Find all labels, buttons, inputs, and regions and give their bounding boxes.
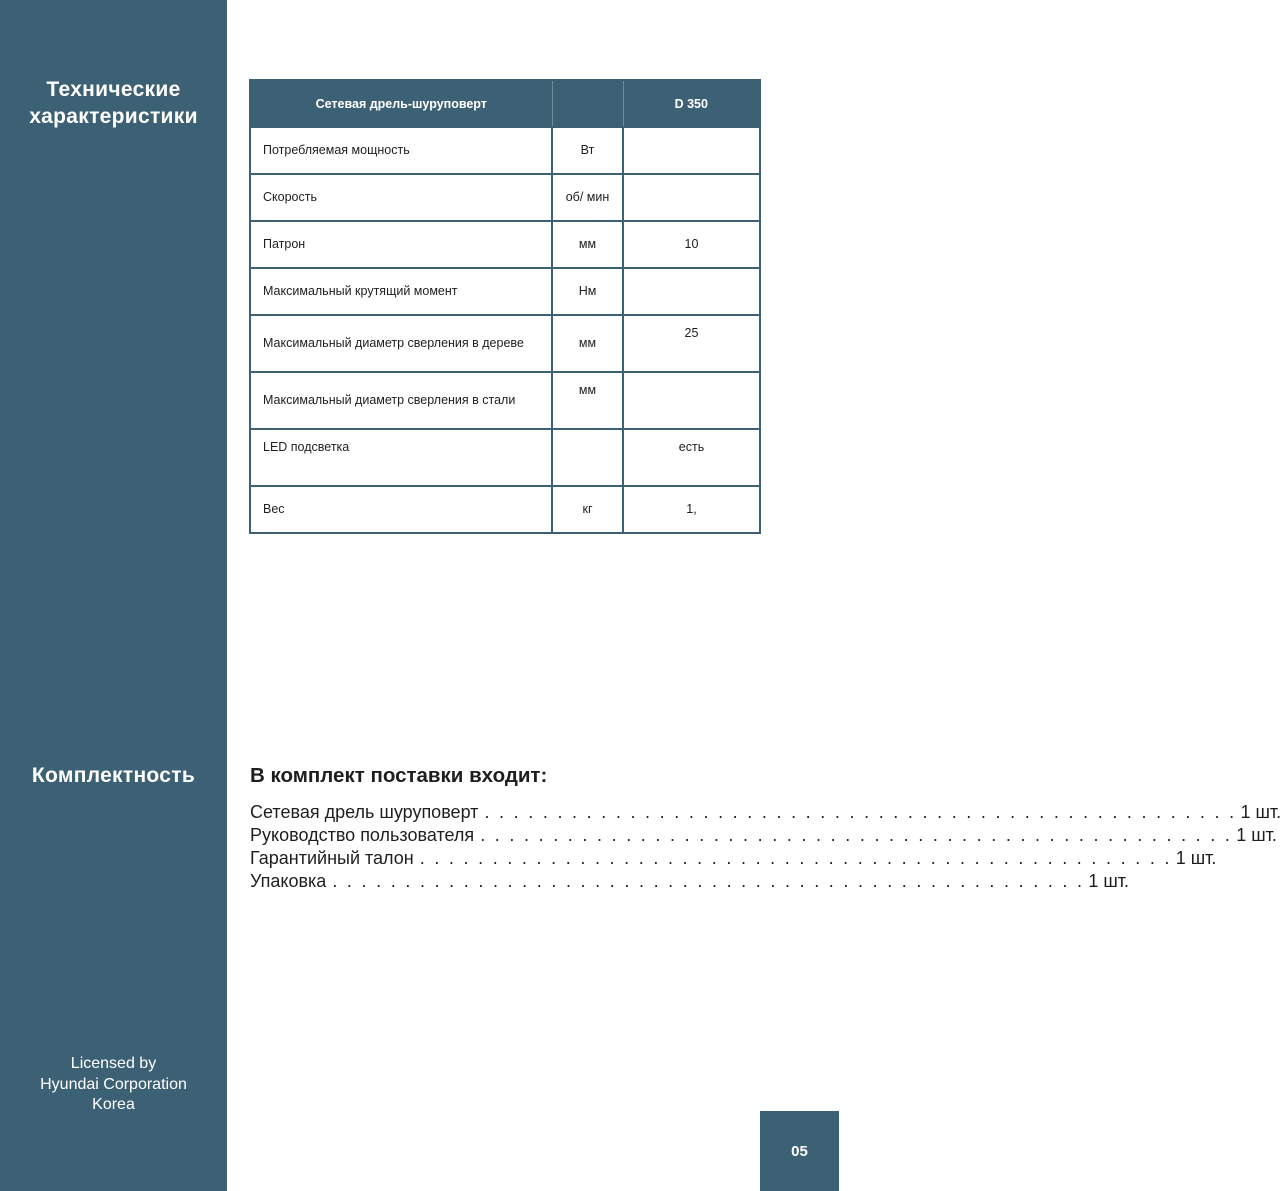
specs-header-param: Сетевая дрель-шуруповерт [250, 80, 552, 127]
spec-unit: мм [552, 372, 623, 429]
spec-unit: об/ мин [552, 174, 623, 221]
spec-value: 1, [623, 486, 760, 533]
kit-item-qty: 1 шт. [1088, 871, 1130, 891]
list-item [250, 847, 1217, 870]
spec-unit [552, 429, 623, 486]
spec-param: Патрон [250, 221, 552, 268]
kit-item-name: Гарантийный талон [250, 848, 414, 868]
spec-unit: мм [552, 221, 623, 268]
spec-unit: мм [552, 315, 623, 372]
spec-value [623, 127, 760, 174]
spec-value [623, 268, 760, 315]
table-row [250, 315, 760, 372]
spec-value [623, 372, 760, 429]
table-row [250, 486, 760, 533]
spec-param: Вес [250, 486, 552, 533]
specs-table [249, 79, 761, 534]
spec-param: Скорость [250, 174, 552, 221]
spec-unit: Вт [552, 127, 623, 174]
spec-param: Максимальный диаметр сверления в стали [250, 372, 552, 429]
dot-leader: . . . . . . . . . . . . . . . . . . . . . . . . . . . . . . . . . . . . . . . . . . . . . . . . . . . . [419, 848, 1172, 868]
dot-leader: . . . . . . . . . . . . . . . . . . . . . . . . . . . . . . . . . . . . . . . . . . . . . . . . . . . . [480, 825, 1233, 845]
spec-value: есть [623, 429, 760, 486]
table-row [250, 127, 760, 174]
spec-unit: кг [552, 486, 623, 533]
license-text [0, 1054, 227, 1116]
kit-item-qty: 1 шт. [1175, 848, 1217, 868]
table-row [250, 268, 760, 315]
license-line3: Korea [92, 1096, 135, 1113]
tech-specs-heading-line1: Технические [46, 78, 181, 101]
kit-item-qty: 1 шт. [1240, 802, 1281, 822]
license-line1: Licensed by [70, 1055, 157, 1072]
dot-leader: . . . . . . . . . . . . . . . . . . . . . . . . . . . . . . . . . . . . . . . . . . . . . . . . . . . . [332, 871, 1085, 891]
kit-heading: Комплектность [31, 764, 196, 787]
table-row [250, 372, 760, 429]
table-row [250, 174, 760, 221]
kit-item-name: Руководство пользователя [250, 825, 475, 845]
specs-header-unit [552, 80, 623, 127]
kit-item-qty: 1 шт. [1236, 825, 1277, 845]
spec-value: 25 [623, 315, 760, 372]
kit-list [250, 801, 1281, 893]
spec-param: Максимальный диаметр сверления в дереве [250, 315, 552, 372]
kit-item-name: Сетевая дрель шуруповерт [250, 802, 479, 822]
spec-param: Потребляемая мощность [250, 127, 552, 174]
spec-unit: Нм [552, 268, 623, 315]
page-number: 05 [760, 1111, 839, 1191]
specs-header-row [250, 80, 760, 127]
spec-param: LED подсветка [250, 429, 552, 486]
list-item [250, 824, 1277, 847]
kit-item-name: Упаковка [250, 871, 327, 891]
table-row [250, 429, 760, 486]
list-item [250, 870, 1130, 893]
license-line2: Hyundai Corporation [40, 1075, 187, 1093]
kit-title: В комплект поставки входит: [250, 764, 548, 787]
spec-param: Максимальный крутящий момент [250, 268, 552, 315]
tech-specs-heading [0, 76, 227, 130]
list-item [250, 801, 1281, 824]
spec-value [623, 174, 760, 221]
dot-leader: . . . . . . . . . . . . . . . . . . . . . . . . . . . . . . . . . . . . . . . . . . . . . . . . . . . . [484, 802, 1237, 822]
specs-header-model: D 350 [623, 80, 760, 127]
sidebar [0, 0, 227, 1191]
table-row [250, 221, 760, 268]
spec-value: 10 [623, 221, 760, 268]
tech-specs-heading-line2: характеристики [29, 105, 198, 128]
